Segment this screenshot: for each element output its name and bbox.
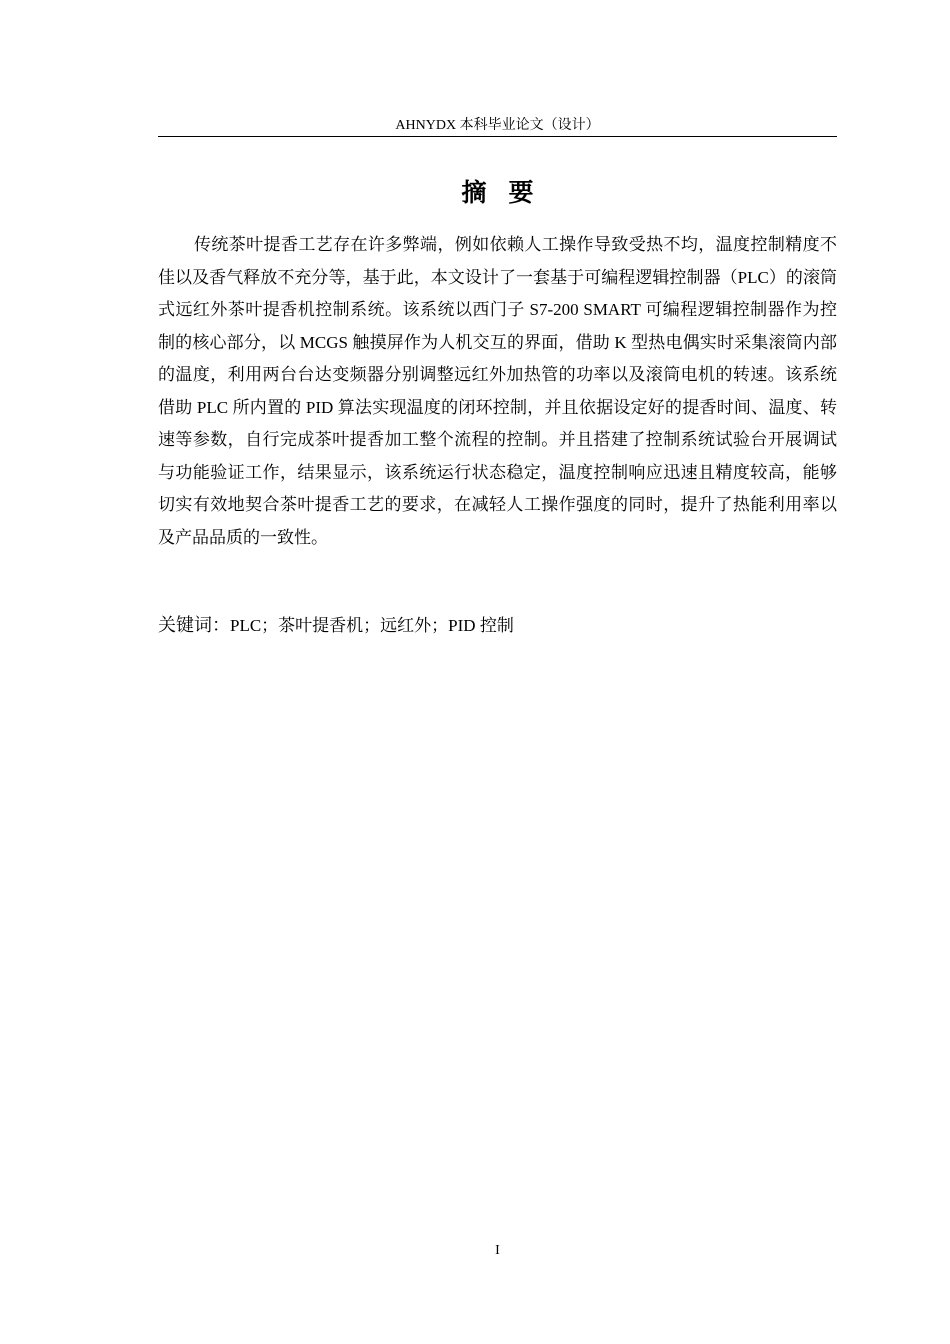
abstract-title: 摘要: [461, 178, 556, 207]
abstract-body: 传统茶叶提香工艺存在许多弊端，例如依赖人工操作导致受热不均，温度控制精度不佳以及香气释放不充分等，基于此，本文设计了一套基于可编程逻辑控制器（PLC）的滚筒式远红外茶叶提香机控制系统。该系统以西门子 S7-200 SMART 可编程逻辑控制器作为控制的核心部分，以 MCGS 触摸屏作为人机交互的界面，借助 K 型热电偶实时采集滚筒内部的温度，利用两台台达变频器分别调整远红外加热管的功率以及滚筒电机的转速。该系统借助 PLC 所内置的 PID 算法实现温度的闭环控制，并且依据设定好的提香时间、温度、转速等参数，自行完成茶叶提香加工整个流程的控制。并且搭建了控制系统试验台开展调试与功能验证工作，结果显示，该系统运行状态稳定，温度控制响应迅速且精度较高，能够切实有效地契合茶叶提香工艺的要求，在减轻人工操作强度的同时，提升了热能利用率以及产品品质的一致性。: [158, 235, 837, 547]
keywords-line: [158, 611, 837, 641]
running-header: AHNYDX 本科毕业论文（设计）: [395, 118, 600, 133]
page-number: I: [495, 1243, 500, 1258]
header-rule: [158, 136, 837, 137]
keywords-value: PLC；茶叶提香机；远红外；PID 控制: [230, 616, 514, 635]
keywords-label: 关键词：: [158, 615, 230, 636]
